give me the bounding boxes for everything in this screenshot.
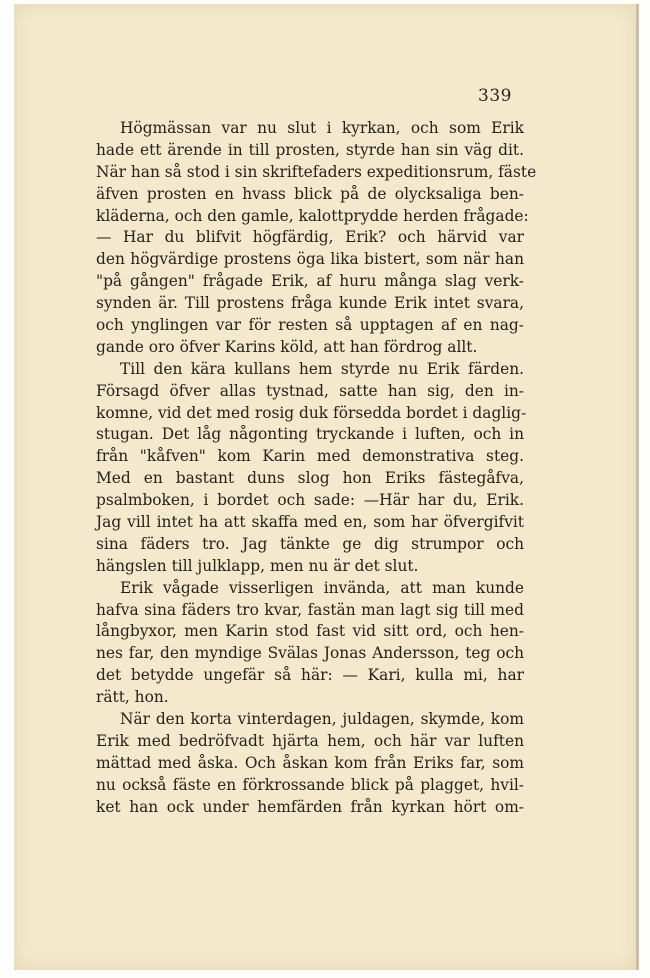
- text-line: synden är. Till prostens fråga kunde Erik intet svara,: [96, 294, 524, 313]
- text-line: hängslen till julklapp, men nu är det slut.: [96, 556, 419, 575]
- text-line: långbyxor, men Karin stod fast vid sitt ord, och hen-: [96, 622, 524, 641]
- text-line: från "kåfven" kom Karin med demonstrativa steg.: [96, 447, 524, 466]
- text-line: mättad med åska. Och åskan kom från Eriks far, som: [96, 753, 524, 772]
- text-line: hade ett ärende in till prosten, styrde han sin väg dit.: [96, 140, 524, 159]
- text-line: ket han ock under hemfärden från kyrkan hört om-: [96, 797, 524, 816]
- text-line: psalmboken, i bordet och sade: —Här har du, Erik.: [96, 491, 524, 510]
- text-line: hafva sina fäders tro kvar, fastän man lagt sig till med: [96, 600, 524, 619]
- text-line: stugan. Det låg någonting tryckande i luften, och in: [96, 425, 524, 444]
- text-line: Högmässan var nu slut i kyrkan, och som Erik: [120, 119, 524, 137]
- text-line: När han så stod i sin skriftefaders expeditionsrum, fäste: [96, 162, 537, 181]
- text-line: det betydde ungefär så här: — Kari, kulla mi, har: [96, 666, 524, 685]
- text-line: Erik vågade visserligen invända, att man kunde: [120, 578, 524, 597]
- text-line: rätt, hon.: [96, 688, 169, 707]
- page-edge-shadow: [636, 4, 639, 970]
- text-line: Jag vill intet ha att skaffa med en, som har öfvergifvit: [96, 513, 524, 532]
- text-line: komne, vid det med rosig duk försedda bordet i daglig-: [96, 403, 527, 422]
- text-line: gande oro öfver Karins köld, att han fördrog allt.: [96, 337, 478, 356]
- text-line: äfven prosten en hvass blick på de olycksaliga ben-: [96, 184, 524, 203]
- text-line: och ynglingen var för resten så upptagen af en nag-: [96, 316, 524, 335]
- text-line: nes far, den myndige Svälas Jonas Andersson, teg och: [96, 644, 524, 663]
- body-text: [96, 118, 537, 819]
- text-line: När den korta vinterdagen, juldagen, skymde, kom: [120, 710, 524, 729]
- text-line: "på gången" frågade Erik, af huru många slag verk-: [96, 272, 524, 291]
- text-line: — Har du blifvit högfärdig, Erik? och härvid var: [96, 228, 524, 247]
- page-number: 339: [478, 86, 512, 106]
- text-line: Försagd öfver allas tystnad, satte han sig, den in-: [96, 381, 524, 400]
- text-line: kläderna, och den gamle, kalottprydde herden frågade:: [96, 206, 529, 225]
- text-line: nu också fäste en förkrossande blick på plagget, hvil-: [96, 775, 524, 794]
- text-line: sina fäders tro. Jag tänkte ge dig strumpor och: [96, 534, 524, 553]
- text-line: Till den kära kullans hem styrde nu Erik färden.: [120, 359, 524, 378]
- text-line: Erik med bedröfvadt hjärta hem, och här var luften: [96, 731, 524, 750]
- text-line: Med en bastant duns slog hon Eriks fästegåfva,: [96, 469, 524, 488]
- text-line: den högvärdige prostens öga lika bistert, som när han: [96, 250, 524, 269]
